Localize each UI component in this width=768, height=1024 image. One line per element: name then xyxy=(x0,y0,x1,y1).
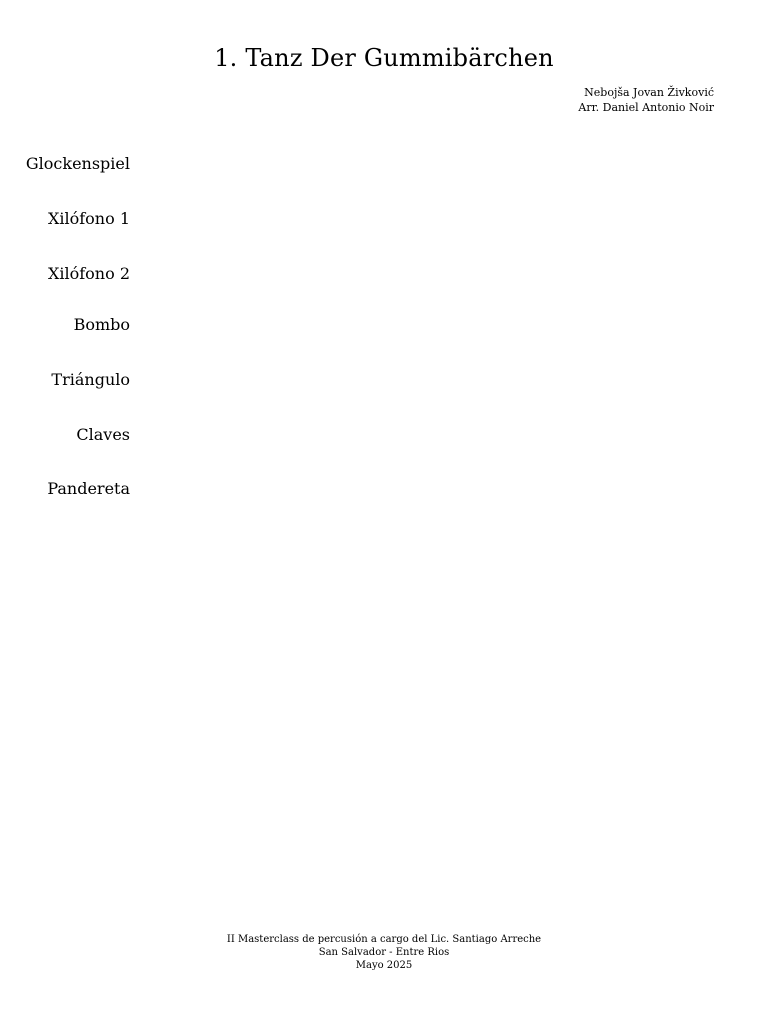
system-1 xyxy=(26,154,131,498)
instrument-name: Xilófono 2 xyxy=(47,264,130,283)
footer-place: San Salvador - Entre Rios xyxy=(318,947,450,958)
instrument-name: Xilófono 1 xyxy=(47,209,130,228)
instrument-name: Glockenspiel xyxy=(25,154,130,173)
instrument-name: Claves xyxy=(76,425,130,444)
arranger-credit: Arr. Daniel Antonio Noir xyxy=(578,101,714,114)
instrument-name: Pandereta xyxy=(47,479,130,498)
score-title: 1. Tanz Der Gummibärchen xyxy=(214,44,554,72)
footer-date: Mayo 2025 xyxy=(355,960,413,971)
composer-credit: Nebojša Jovan Živković xyxy=(584,86,714,99)
instrument-name: Bombo xyxy=(73,315,130,334)
footer-event: II Masterclass de percusión a cargo del Lic. Santiago Arreche xyxy=(226,934,542,945)
instrument-name: Triángulo xyxy=(51,370,130,389)
